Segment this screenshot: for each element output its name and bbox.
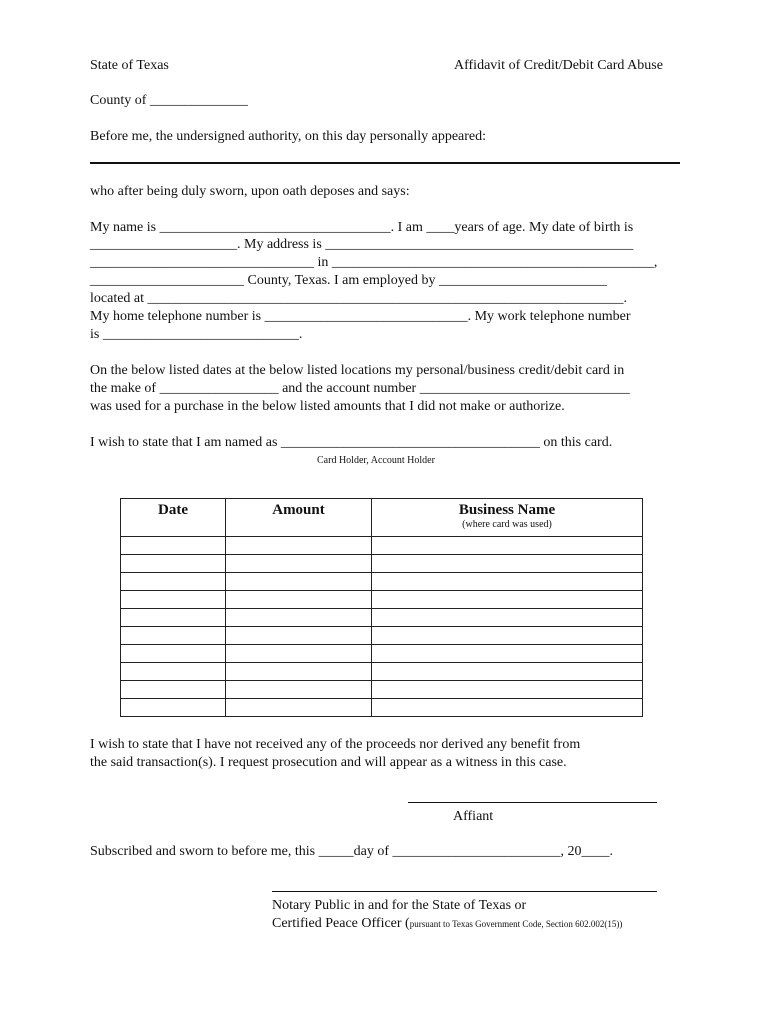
amount-cell[interactable] <box>226 645 372 663</box>
sworn-text: who after being duly sworn, upon oath deposes and says: <box>90 184 410 199</box>
amount-header: Amount <box>226 499 372 537</box>
named-as-caption: Card Holder, Account Holder <box>317 455 435 466</box>
proceeds-line: I wish to state that I have not received any of the proceeds nor derived any benefit from <box>90 737 581 752</box>
business-name-cell[interactable] <box>372 663 643 681</box>
personal-line: ________________________________ in ______________________________________________, <box>90 255 658 270</box>
document-title: Affidavit of Credit/Debit Card Abuse <box>454 58 663 73</box>
personal-line: My home telephone number is _____________________________. My work telephone number <box>90 309 631 324</box>
subscribed-line: Subscribed and sworn to before me, this _____day of ________________________, 20____. <box>90 844 613 859</box>
notary-signature-line <box>272 891 657 892</box>
business-name-cell[interactable] <box>372 627 643 645</box>
date-cell[interactable] <box>121 609 226 627</box>
personal-line: ______________________ County, Texas. I am employed by ________________________ <box>90 273 607 288</box>
personal-line: _____________________. My address is ____________________________________________ <box>90 237 634 252</box>
transactions-table <box>120 498 643 717</box>
date-header: Date <box>121 499 226 537</box>
table-row <box>121 627 643 645</box>
business-name-cell[interactable] <box>372 681 643 699</box>
amount-cell[interactable] <box>226 537 372 555</box>
business-name-cell[interactable] <box>372 537 643 555</box>
table-row <box>121 663 643 681</box>
date-cell[interactable] <box>121 699 226 717</box>
business-name-cell[interactable] <box>372 555 643 573</box>
table-row <box>121 573 643 591</box>
business-name-cell[interactable] <box>372 573 643 591</box>
appeared-name-line <box>90 162 680 164</box>
table-row <box>121 609 643 627</box>
personal-line: is ____________________________. <box>90 327 303 342</box>
proceeds-line: the said transaction(s). I request prosecution and will appear as a witness in this case. <box>90 755 567 770</box>
date-cell[interactable] <box>121 645 226 663</box>
business-name-sublabel: (where card was used) <box>462 519 552 530</box>
amount-cell[interactable] <box>226 573 372 591</box>
amount-cell[interactable] <box>226 627 372 645</box>
table-row <box>121 699 643 717</box>
card-paragraph-line: On the below listed dates at the below listed locations my personal/business credit/debit card in <box>90 363 625 378</box>
state-label: State of Texas <box>90 58 169 73</box>
notary-line-2-text: Certified Peace Officer ( <box>272 916 410 931</box>
table-row <box>121 591 643 609</box>
card-paragraph-line: the make of _________________ and the account number ______________________________ <box>90 381 630 396</box>
date-cell[interactable] <box>121 627 226 645</box>
date-cell[interactable] <box>121 663 226 681</box>
affiant-label: Affiant <box>453 809 494 824</box>
date-cell[interactable] <box>121 537 226 555</box>
amount-cell[interactable] <box>226 699 372 717</box>
county-line: County of ______________ <box>90 93 248 108</box>
date-cell[interactable] <box>121 555 226 573</box>
date-cell[interactable] <box>121 573 226 591</box>
business-name-cell[interactable] <box>372 699 643 717</box>
table-row <box>121 555 643 573</box>
named-as-line: I wish to state that I am named as _____________________________________ on this card. <box>90 435 613 450</box>
table-row <box>121 537 643 555</box>
personal-line: located at ____________________________________________________________________. <box>90 291 628 306</box>
intro-text: Before me, the undersigned authority, on this day personally appeared: <box>90 129 487 144</box>
amount-cell[interactable] <box>226 555 372 573</box>
notary-line-1: Notary Public in and for the State of Texas or <box>272 898 527 913</box>
personal-line: My name is _________________________________. I am ____years of age. My date of birth is <box>90 220 634 235</box>
amount-cell[interactable] <box>226 609 372 627</box>
table-header-row <box>121 499 643 537</box>
notary-statute: pursuant to Texas Government Code, Section 602.002(15)) <box>409 919 623 929</box>
business-name-cell[interactable] <box>372 645 643 663</box>
table-row <box>121 681 643 699</box>
date-cell[interactable] <box>121 591 226 609</box>
business-name-label: Business Name <box>458 502 556 518</box>
amount-cell[interactable] <box>226 591 372 609</box>
card-paragraph-line: was used for a purchase in the below listed amounts that I did not make or authorize. <box>90 399 565 414</box>
table-row <box>121 645 643 663</box>
amount-cell[interactable] <box>226 663 372 681</box>
date-cell[interactable] <box>121 681 226 699</box>
affiant-signature-line <box>408 802 657 803</box>
notary-line-2 <box>272 915 622 933</box>
amount-cell[interactable] <box>226 681 372 699</box>
business-name-header <box>372 499 643 537</box>
business-name-cell[interactable] <box>372 591 643 609</box>
business-name-cell[interactable] <box>372 609 643 627</box>
